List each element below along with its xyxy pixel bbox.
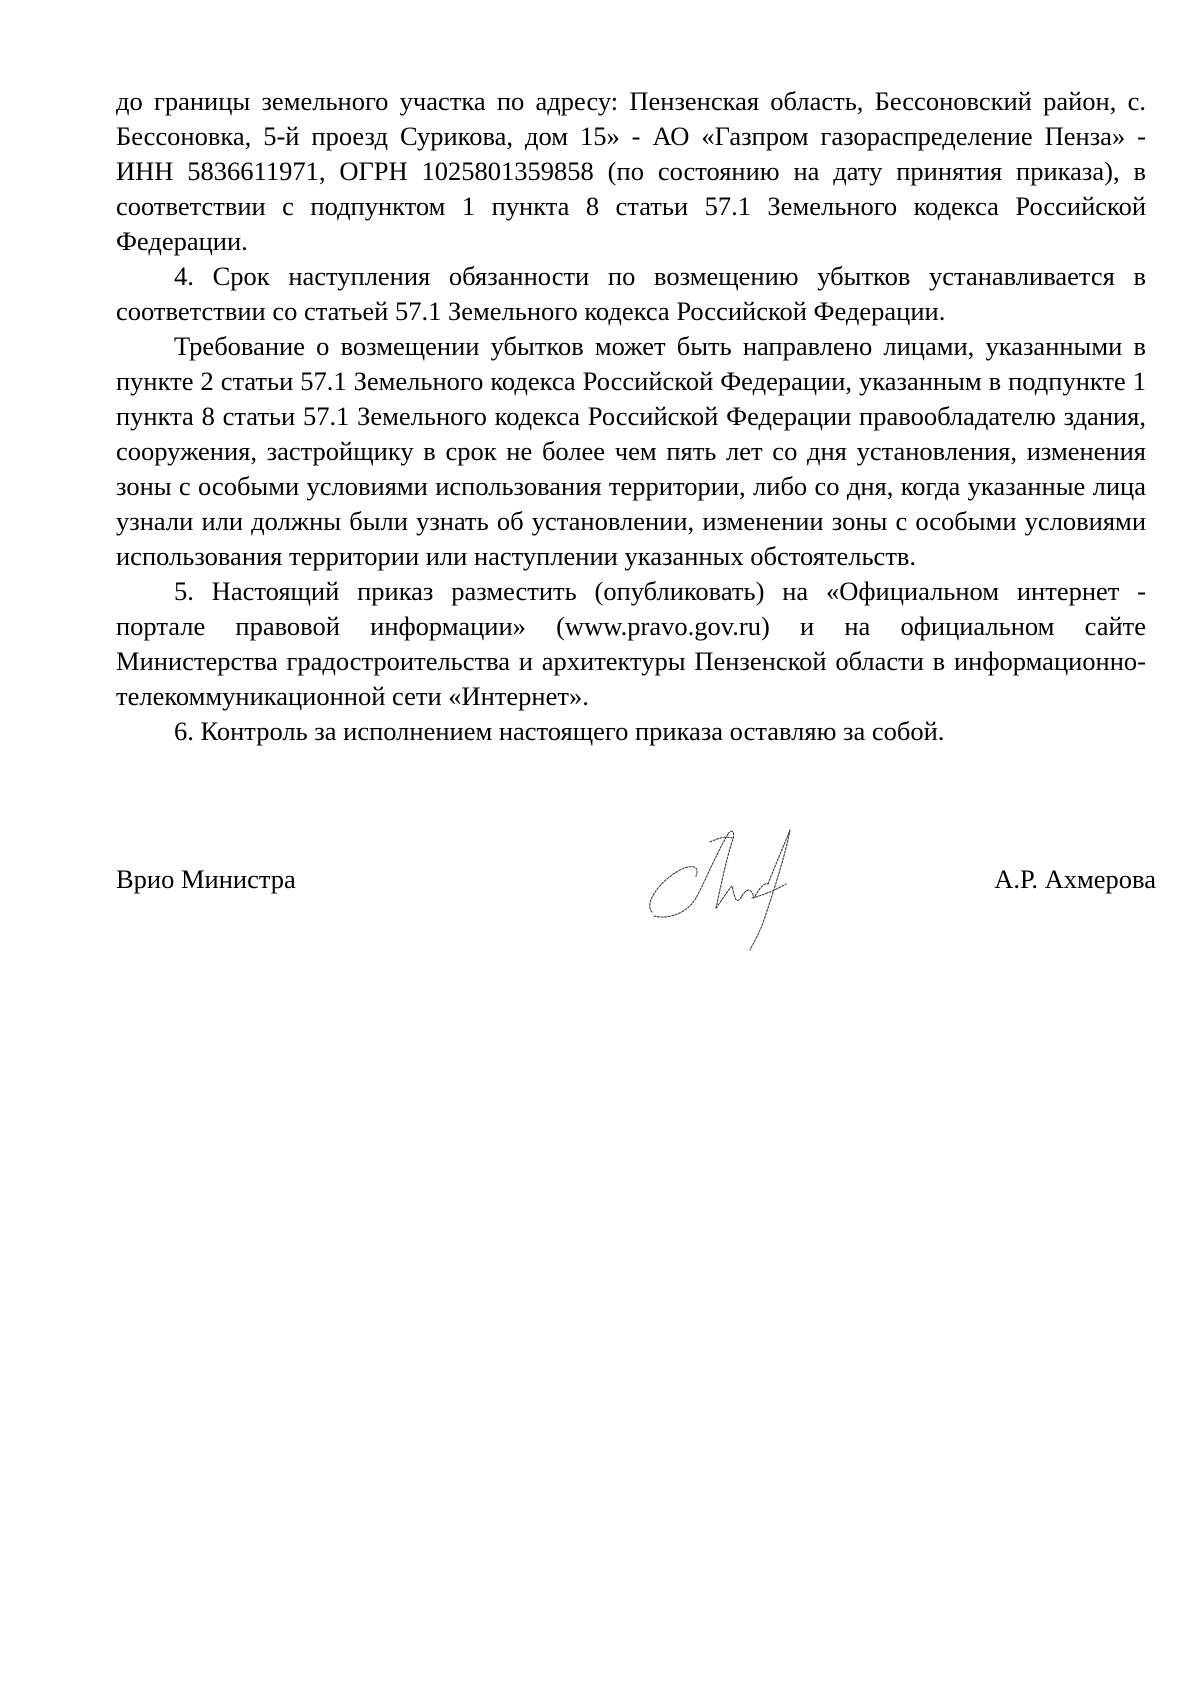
signature-block [116,862,1156,942]
paragraph-item-6: 6. Контроль за исполнением настоящего приказа оставляю за собой. [174,716,945,746]
paragraph-continuation: до границы земельного участка по адресу: Пензенская область, Бессоновский район, с. Бессоновка, 5-й проезд Сурикова, дом 15» - АО «Газпром газораспределение Пенза» - ИНН 5836611971, ОГРН 1025801359858 (по состоянию на дату принятия приказа), в соответствии с подпунктом 1 пункта 8 статьи 57.1 Земельного кодекса Российской Федерации. [116,86,1146,256]
paragraph-item-5: 5. Настоящий приказ разместить (опубликовать) на «Официальном интернет - портале правовой информации» (www.pravo.gov.ru) и на официальном сайте Министерства градостроительства и архитектуры Пензенской области в информационно-телекоммуникационной сети «Интернет». [116,576,1146,711]
signer-position: Врио Министра [116,864,296,894]
paragraph-item-4: 4. Срок наступления обязанности по возмещению убытков устанавливается в соответствии со статьей 57.1 Земельного кодекса Российской Федерации. [116,261,1146,326]
document-body [116,84,1146,749]
signer-name: А.Р. Ахмерова [994,864,1156,894]
paragraph-damages-claim: Требование о возмещении убытков может быть направлено лицами, указанными в пункте 2 статьи 57.1 Земельного кодекса Российской Федерации, указанным в подпункте 1 пункта 8 статьи 57.1 Земельного кодекса Российской Федерации правообладателю здания, сооружения, застройщику в срок не более чем пять лет со дня установления, изменения зоны с особыми условиями использования территории, либо со дня, когда указанные лица узнали или должны были узнать об установлении, изменении зоны с особыми условиями использования территории или наступлении указанных обстоятельств. [116,331,1146,571]
handwritten-signature [640,812,810,952]
